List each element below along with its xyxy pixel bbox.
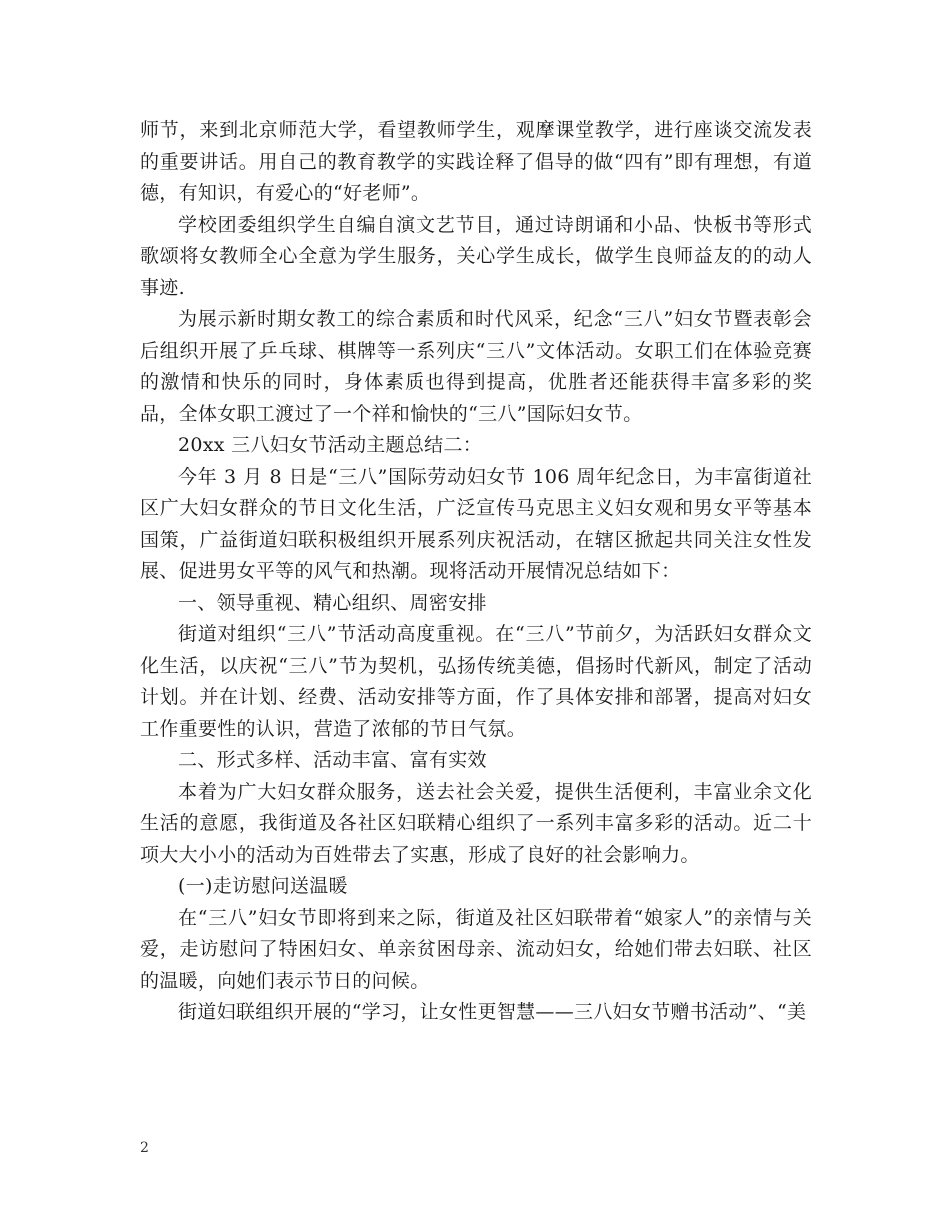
paragraph-7: 街道对组织“三八”节活动高度重视。在“三八”节前夕，为活跃妇女群众文化生活，以庆祝“三八”节为契机，弘扬传统美德，倡扬时代新风，制定了活动计划。并在计划、经费、活动安排等方面，作了具体安排和部署，提高对妇女工作重要性的认识，营造了浓郁的节日气氛。 <box>140 623 812 740</box>
paragraph-11: 在“三八”妇女节即将到来之际，街道及社区妇联带着“娘家人”的亲情与关爱，走访慰问了特困妇女、单亲贫困母亲、流动妇女，给她们带去妇联、社区的温暖，向她们表示节日的问候。 <box>140 906 812 992</box>
page-number: 2 <box>140 1140 149 1156</box>
subheading-2-1: (一)走访慰问送温暖 <box>178 875 348 897</box>
paragraph-2: 学校团委组织学生自编自演文艺节目，通过诗朗诵和小品、快板书等形式歌颂将女教师全心全意为学生服务，关心学生成长，做学生良师益友的的动人事迹. <box>140 213 812 299</box>
subheading-2: 二、形式多样、活动丰富、富有实效 <box>178 749 487 771</box>
paragraph-1: 师节，来到北京师范大学，看望教师学生，观摩课堂教学，进行座谈交流发表的重要讲话。用自己的教育教学的实践诠释了倡导的做“四有”即有理想，有道德，有知识，有爱心的“好老师”。 <box>140 119 812 204</box>
document-body <box>140 115 812 1029</box>
subheading-1: 一、领导重视、精心组织、周密安排 <box>178 591 487 614</box>
paragraph-5: 今年 3 月 8 日是“三八”国际劳动妇女节 106 周年纪念日，为丰富街道社区广大妇女群众的节日文化生活，广泛宣传马克思主义妇女观和男女平等基本国策，广益街道妇联积极组织开展系列庆祝活动，在辖区掀起共同关注女性发展、促进男女平等的风气和热潮。现将活动开展情况总结如下： <box>140 465 812 582</box>
paragraph-12: 街道妇联组织开展的“学习，让女性更智慧——三八妇女节赠书活动”、“美 <box>178 1001 807 1023</box>
paragraph-3: 为展示新时期女教工的综合素质和时代风采，纪念“三八”妇女节暨表彰会后组织开展了乒乓球、棋牌等一系列庆“三八”文体活动。女职工们在体验竞赛的激情和快乐的同时，身体素质也得到提高，优胜者还能获得丰富多彩的奖品，全体女职工渡过了一个祥和愉快的“三八”国际妇女节。 <box>140 308 812 425</box>
section-heading-2: 20xx 三八妇女节活动主题总结二： <box>178 434 483 456</box>
paragraph-9: 本着为广大妇女群众服务，送去社会关爱，提供生活便利，丰富业余文化生活的意愿，我街道及各社区妇联精心组织了一系列丰富多彩的活动。近二十项大大小小的活动为百姓带去了实惠，形成了良好的社会影响力。 <box>140 780 812 866</box>
